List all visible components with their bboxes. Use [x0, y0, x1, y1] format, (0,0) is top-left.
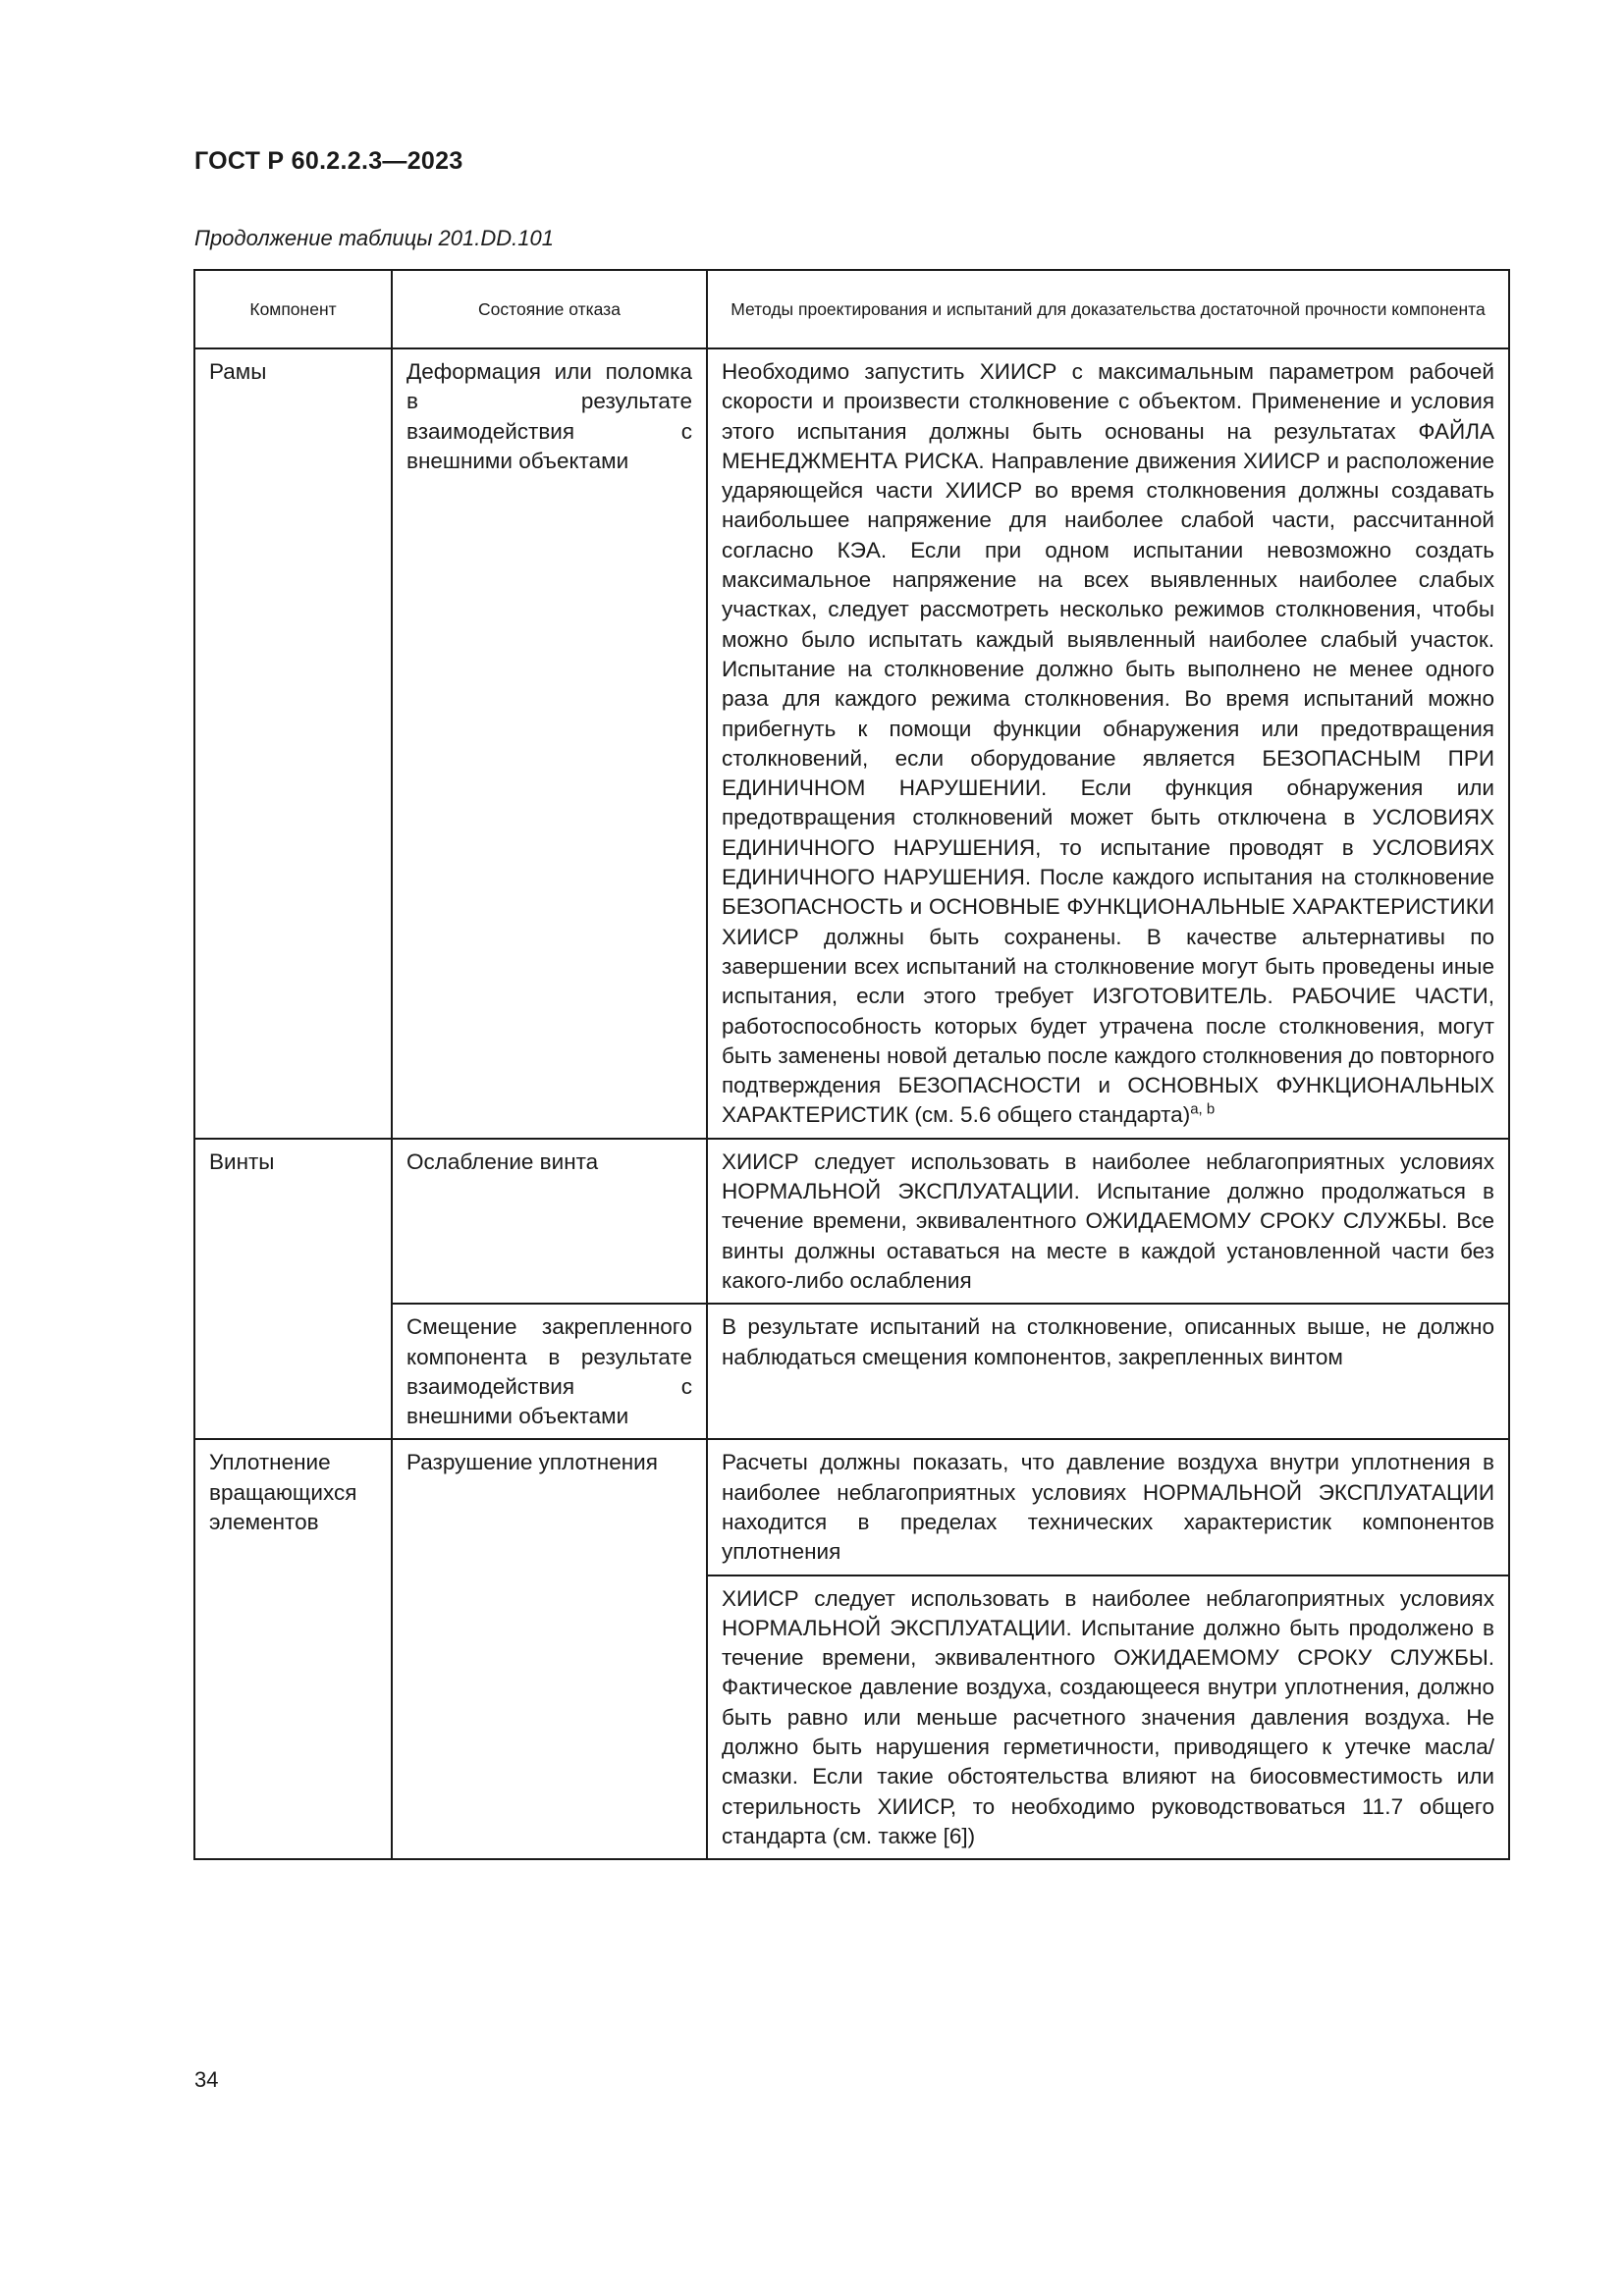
- failure-cell: Ослабление винта: [392, 1139, 707, 1304]
- component-cell: Рамы: [194, 348, 392, 1139]
- column-header-method: Методы проектирования и испытаний для доказательства достаточной прочности компонента: [707, 270, 1509, 348]
- table-row: [194, 1139, 1509, 1304]
- table-header-row: [194, 270, 1509, 348]
- column-header-failure: Состояние отказа: [392, 270, 707, 348]
- method-cell: ХИИСР следует использовать в наиболее неблагоприятных условиях НОРМАЛЬНОЙ ЭКСПЛУАТАЦИИ. Испытание должно продолжаться в течение времени, эквивалентного ОЖИДАЕМОМУ СРОКУ СЛУЖБЫ. Все винты должны оставаться на месте в каждой установленной части без какого-либо ослабления: [707, 1139, 1509, 1304]
- component-cell: Уплотнение вращающихся элементов: [194, 1439, 392, 1859]
- method-cell: [707, 348, 1509, 1139]
- requirements-table: [193, 269, 1510, 1860]
- failure-cell: Смещение закрепленного компонента в результате взаимодействия с внешними объектами: [392, 1304, 707, 1439]
- table-row: [194, 1439, 1509, 1575]
- method-cell: В результате испытаний на столкновение, описанных выше, не должно наблюдаться смещения компонентов, закрепленных винтом: [707, 1304, 1509, 1439]
- method-text: Необходимо запустить ХИИСР с максимальным параметром рабочей скорости и произвести столкновение с объектом. Применение и условия этого испытания должны быть основаны на результатах ФАЙЛА МЕНЕДЖМЕНТА РИСКА. Направление движения ХИИСР и расположение ударяющейся части ХИИСР во время столкновения должны создавать наибольшее напряжение для наиболее слабой части, рассчитанной согласно КЭА. Если при одном испытании невозможно создать максимальное напряжение на всех выявленных наиболее слабых участках, следует рассмотреть несколько режимов столкновения, чтобы можно было испытать каждый выявленный наиболее слабый участок. Испытание на столкновение должно быть выполнено не менее одного раза для каждого режима столкновения. Во время испытаний можно прибегнуть к помощи функции обнаружения или предотвращения столкновений, если оборудование является БЕЗОПАСНЫМ ПРИ ЕДИНИЧНОМ НАРУШЕНИИ. Если функция обнаружения или предотвращения столкновений может быть отключена в УСЛОВИЯХ ЕДИНИЧНОГО НАРУШЕНИЯ, то испытание проводят в УСЛОВИЯХ ЕДИНИЧНОГО НАРУШЕНИЯ. После каждого испытания на столкновение БЕЗОПАСНОСТЬ и ОСНОВНЫЕ ФУНКЦИОНАЛЬНЫЕ ХАРАКТЕРИСТИКИ ХИИСР должны быть сохранены. В качестве альтернативы по завершении всех испытаний на столкновение могут быть проведены иные испытания, если этого требует ИЗГОТОВИТЕЛЬ. РАБОЧИЕ ЧАСТИ, работоспособность которых будет утрачена после столкновения, могут быть заменены новой деталью после каждого столкновения до повторного подтверждения БЕЗОПАСНОСТИ и ОСНОВНЫХ ФУНКЦИОНАЛЬНЫХ ХАРАКТЕРИСТИК (см. 5.6 общего стандарта): [722, 359, 1494, 1128]
- table-row: [194, 1304, 1509, 1439]
- document-header: ГОСТ Р 60.2.2.3—2023: [194, 147, 463, 175]
- method-cell: Расчеты должны показать, что давление воздуха внутри уплотнения в наиболее неблагоприятных условиях НОРМАЛЬНОЙ ЭКСПЛУАТАЦИИ находится в пределах технических характеристик компонентов уплотнения: [707, 1439, 1509, 1575]
- component-cell: Винты: [194, 1139, 392, 1440]
- failure-cell: Разрушение уплотнения: [392, 1439, 707, 1859]
- table-caption: Продолжение таблицы 201.DD.101: [194, 226, 554, 250]
- column-header-component: Компонент: [194, 270, 392, 348]
- page-number: 34: [194, 2067, 219, 2092]
- footnote-ref: a, b: [1190, 1100, 1216, 1118]
- method-cell: ХИИСР следует использовать в наиболее неблагоприятных условиях НОРМАЛЬНОЙ ЭКСПЛУАТАЦИИ. Испытание должно быть продолжено в течение времени, эквивалентного ОЖИДАЕМОМУ СРОКУ СЛУЖБЫ. Фактическое давление воздуха, создающееся внутри уплотнения, должно быть равно или меньше расчетного значения давления воздуха. Не должно быть нарушения герметичности, приводящего к утечке масла/смазки. Если такие обстоятельства влияют на биосовместимость или стерильность ХИИСР, то необходимо руководствоваться 11.7 общего стандарта (см. также [6]): [707, 1575, 1509, 1860]
- table-row: [194, 348, 1509, 1139]
- failure-cell: Деформация или поломка в результате взаимодействия с внешними объектами: [392, 348, 707, 1139]
